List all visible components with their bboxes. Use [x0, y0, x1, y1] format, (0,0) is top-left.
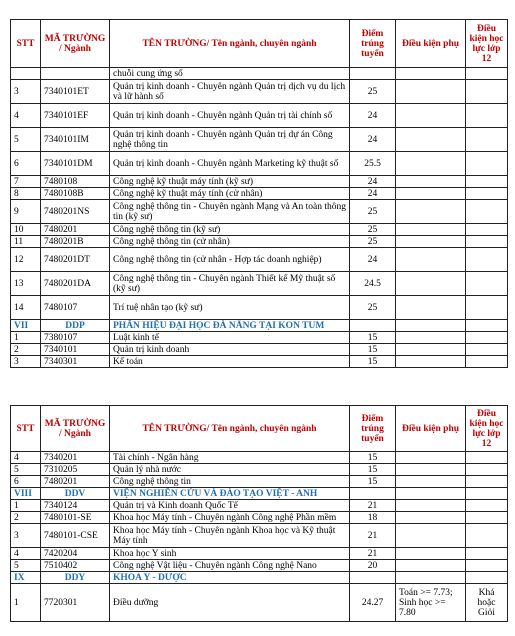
cell-grade — [466, 104, 508, 128]
cell-condition — [396, 152, 466, 176]
cell-stt: 4 — [11, 548, 41, 560]
cell-code: 7420204 — [41, 548, 110, 560]
cell-name: Công nghệ thông tin (cử nhân) — [110, 236, 350, 248]
table-row — [11, 296, 508, 320]
cell-score: 15 — [350, 332, 396, 344]
cell-grade — [466, 80, 508, 104]
header-name: TÊN TRƯỜNG/ Tên ngành, chuyên ngành — [110, 406, 350, 452]
cell-stt: 3 — [11, 80, 41, 104]
cell-score: 24.5 — [350, 272, 396, 296]
cell-stt: 13 — [11, 272, 41, 296]
cell-name: Công nghệ thông tin (kỹ sư) — [110, 224, 350, 236]
table-row — [11, 128, 508, 152]
table-row — [11, 464, 508, 476]
cell-score: 24 — [350, 176, 396, 188]
table-row — [11, 68, 508, 80]
cell-score: 21 — [350, 524, 396, 548]
cell-stt: 2 — [11, 512, 41, 524]
cell-name: Điều dưỡng — [110, 584, 350, 622]
cell-stt: 6 — [11, 476, 41, 488]
cell-stt: 6 — [11, 152, 41, 176]
cell-name: Công nghệ thông tin - Chuyên ngành Mạng và An toàn thông tin (kỹ sư) — [110, 200, 350, 224]
section-stt: VII — [11, 320, 41, 332]
cell-stt: 3 — [11, 524, 41, 548]
cell-score: 15 — [350, 476, 396, 488]
cell-stt: 11 — [11, 236, 41, 248]
cell-stt: 12 — [11, 248, 41, 272]
cell-condition — [396, 272, 466, 296]
cell-score: 15 — [350, 344, 396, 356]
cell-grade — [466, 296, 508, 320]
cell-code: 7340101DM — [41, 152, 110, 176]
cell-stt: 3 — [11, 356, 41, 368]
cell-name: Quản trị kinh doanh - Chuyên ngành Quản trị tài chính số — [110, 104, 350, 128]
section-stt: IX — [11, 572, 41, 584]
cell-code: 7720301 — [41, 584, 110, 622]
cell-score: 25 — [350, 200, 396, 224]
cell-score: 24 — [350, 128, 396, 152]
cell-grade — [466, 176, 508, 188]
table-row — [11, 356, 508, 368]
cell-code: 7480107 — [41, 296, 110, 320]
table-row — [11, 272, 508, 296]
table-header-row — [11, 20, 508, 68]
cell-name: Khoa học Máy tính - Chuyên ngành Công nghệ Phần mềm — [110, 512, 350, 524]
header-score: Điểm trúng tuyển — [350, 20, 396, 68]
cell-stt: 1 — [11, 332, 41, 344]
cell-name: Quản trị và Kinh doanh Quốc Tế — [110, 500, 350, 512]
cell-code: 7480108 — [41, 176, 110, 188]
cell-code: 7340101 — [41, 344, 110, 356]
cell-code — [41, 68, 110, 80]
header-grade: Điều kiện học lực lớp 12 — [466, 20, 508, 68]
cell-code: 7380107 — [41, 332, 110, 344]
cell-stt: 5 — [11, 560, 41, 572]
cell-score: 20 — [350, 560, 396, 572]
cell-score: 21 — [350, 500, 396, 512]
cell-score: 25 — [350, 224, 396, 236]
cell-stt — [11, 68, 41, 80]
table-row — [11, 224, 508, 236]
cell-score: 25 — [350, 236, 396, 248]
section-code: DDP — [41, 320, 110, 332]
cell-name: Công nghệ thông tin — [110, 476, 350, 488]
cell-stt: 1 — [11, 584, 41, 622]
cell-code: 7340101EF — [41, 104, 110, 128]
cell-score: 25 — [350, 80, 396, 104]
cell-stt: 7 — [11, 176, 41, 188]
cell-code: 7480108B — [41, 188, 110, 200]
cell-score — [350, 68, 396, 80]
section-code: DDV — [41, 488, 110, 500]
table-row — [11, 236, 508, 248]
cell-condition — [396, 104, 466, 128]
table-row — [11, 344, 508, 356]
cell-stt: 5 — [11, 128, 41, 152]
header-condition: Điều kiện phụ — [396, 406, 466, 452]
cell-stt: 14 — [11, 296, 41, 320]
cell-stt: 4 — [11, 452, 41, 464]
cell-name: Tài chính - Ngân hàng — [110, 452, 350, 464]
cell-score: 15 — [350, 356, 396, 368]
cell-code: 7310205 — [41, 464, 110, 476]
cell-grade — [466, 152, 508, 176]
admission-table-1 — [10, 19, 508, 368]
cell-code: 7340124 — [41, 500, 110, 512]
header-name: TÊN TRƯỜNG/ Tên ngành, chuyên ngành — [110, 20, 350, 68]
cell-condition — [396, 176, 466, 188]
cell-grade — [466, 236, 508, 248]
cell-condition — [396, 80, 466, 104]
cell-score: 21 — [350, 548, 396, 560]
cell-name: Công nghệ Vật liệu - Chuyên ngành Công nghệ Nano — [110, 560, 350, 572]
section-stt: VIII — [11, 488, 41, 500]
table-row — [11, 524, 508, 548]
cell-code: 7340101IM — [41, 128, 110, 152]
cell-stt: 1 — [11, 500, 41, 512]
cell-name: Kế toán — [110, 356, 350, 368]
header-code: MÃ TRƯỜNG / Ngành — [41, 406, 110, 452]
cell-name: Trí tuệ nhân tạo (kỹ sư) — [110, 296, 350, 320]
header-score: Điểm trúng tuyển — [350, 406, 396, 452]
cell-code: 7340201 — [41, 452, 110, 464]
section-name: KHOA Y - DƯỢC — [110, 572, 350, 584]
cell-score: 15 — [350, 452, 396, 464]
section-name: PHÂN HIỆU ĐẠI HỌC ĐÀ NẴNG TẠI KON TUM — [110, 320, 350, 332]
cell-name: Luật kinh tế — [110, 332, 350, 344]
cell-stt: 5 — [11, 464, 41, 476]
table-row — [11, 584, 508, 622]
cell-name: Công nghệ kỹ thuật máy tính (kỹ sư) — [110, 176, 350, 188]
cell-code: 7480201DA — [41, 272, 110, 296]
cell-score: 25 — [350, 296, 396, 320]
table-header-row — [11, 406, 508, 452]
cell-score: 24 — [350, 104, 396, 128]
cell-condition — [396, 224, 466, 236]
cell-name: Công nghệ thông tin (cử nhân - Hợp tác doanh nghiệp) — [110, 248, 350, 272]
cell-code: 7480201 — [41, 476, 110, 488]
cell-code: 7340101ET — [41, 80, 110, 104]
table-row — [11, 476, 508, 488]
admission-table-2 — [10, 405, 508, 622]
cell-name: Quản trị kinh doanh — [110, 344, 350, 356]
cell-name: Khoa học Y sinh — [110, 548, 350, 560]
cell-name: Khoa học Máy tính - Chuyên ngành Khoa học và Kỹ thuật Máy tính — [110, 524, 350, 548]
cell-stt: 8 — [11, 188, 41, 200]
table-row — [11, 500, 508, 512]
table-row — [11, 188, 508, 200]
cell-grade — [466, 188, 508, 200]
header-condition: Điều kiện phụ — [396, 20, 466, 68]
cell-code: 7480101-SE — [41, 512, 110, 524]
table-row — [11, 452, 508, 464]
cell-grade — [466, 128, 508, 152]
header-grade: Điều kiện học lực lớp 12 — [466, 406, 508, 452]
cell-name: Quản trị kinh doanh - Chuyên ngành Quản trị dự án Công nghệ thông tin — [110, 128, 350, 152]
cell-condition — [396, 296, 466, 320]
table-row — [11, 80, 508, 104]
cell-score: 15 — [350, 464, 396, 476]
header-code: MÃ TRƯỜNG / Ngành — [41, 20, 110, 68]
section-row — [11, 320, 508, 332]
table-row — [11, 104, 508, 128]
table-row — [11, 176, 508, 188]
section-code: DDY — [41, 572, 110, 584]
header-stt: STT — [11, 20, 41, 68]
cell-code: 7480201DT — [41, 248, 110, 272]
table-row — [11, 248, 508, 272]
cell-condition — [396, 248, 466, 272]
cell-score: 24 — [350, 248, 396, 272]
cell-grade — [466, 200, 508, 224]
cell-name: chuỗi cung ứng số — [110, 68, 350, 80]
cell-code: 7480201 — [41, 224, 110, 236]
cell-stt: 10 — [11, 224, 41, 236]
cell-grade: Khá hoặc Giỏi — [466, 584, 508, 622]
cell-code: 7480201B — [41, 236, 110, 248]
cell-condition — [396, 188, 466, 200]
cell-stt: 2 — [11, 344, 41, 356]
cell-score: 24.27 — [350, 584, 396, 622]
cell-stt: 9 — [11, 200, 41, 224]
section-name: VIỆN NGHIÊN CỨU VÀ ĐÀO TẠO VIỆT - ANH — [110, 488, 350, 500]
cell-grade — [466, 248, 508, 272]
header-stt: STT — [11, 406, 41, 452]
section-row — [11, 572, 508, 584]
cell-code: 7480201NS — [41, 200, 110, 224]
table-row — [11, 512, 508, 524]
table-row — [11, 152, 508, 176]
cell-score: 24 — [350, 188, 396, 200]
cell-condition — [396, 200, 466, 224]
table-row — [11, 332, 508, 344]
cell-code: 7340301 — [41, 356, 110, 368]
cell-name: Công nghệ kỹ thuật máy tính (cử nhân) — [110, 188, 350, 200]
cell-condition: Toán >= 7.73; Sinh học >= 7.80 — [396, 584, 466, 622]
cell-name: Quản trị kinh doanh - Chuyên ngành Quản trị dịch vụ du lịch và lữ hành số — [110, 80, 350, 104]
section-row — [11, 488, 508, 500]
cell-stt: 4 — [11, 104, 41, 128]
cell-code: 7510402 — [41, 560, 110, 572]
cell-score: 18 — [350, 512, 396, 524]
cell-grade — [466, 224, 508, 236]
cell-name: Quản lý nhà nước — [110, 464, 350, 476]
table-row — [11, 548, 508, 560]
cell-condition — [396, 68, 466, 80]
cell-score: 25.5 — [350, 152, 396, 176]
cell-name: Quản trị kinh doanh - Chuyên ngành Marketing kỹ thuật số — [110, 152, 350, 176]
cell-condition — [396, 128, 466, 152]
cell-condition — [396, 236, 466, 248]
table-row — [11, 200, 508, 224]
cell-name: Công nghệ thông tin - Chuyên ngành Thiết kế Mỹ thuật số (kỹ sư) — [110, 272, 350, 296]
cell-grade — [466, 68, 508, 80]
cell-grade — [466, 272, 508, 296]
cell-code: 7480101-CSE — [41, 524, 110, 548]
table-row — [11, 560, 508, 572]
